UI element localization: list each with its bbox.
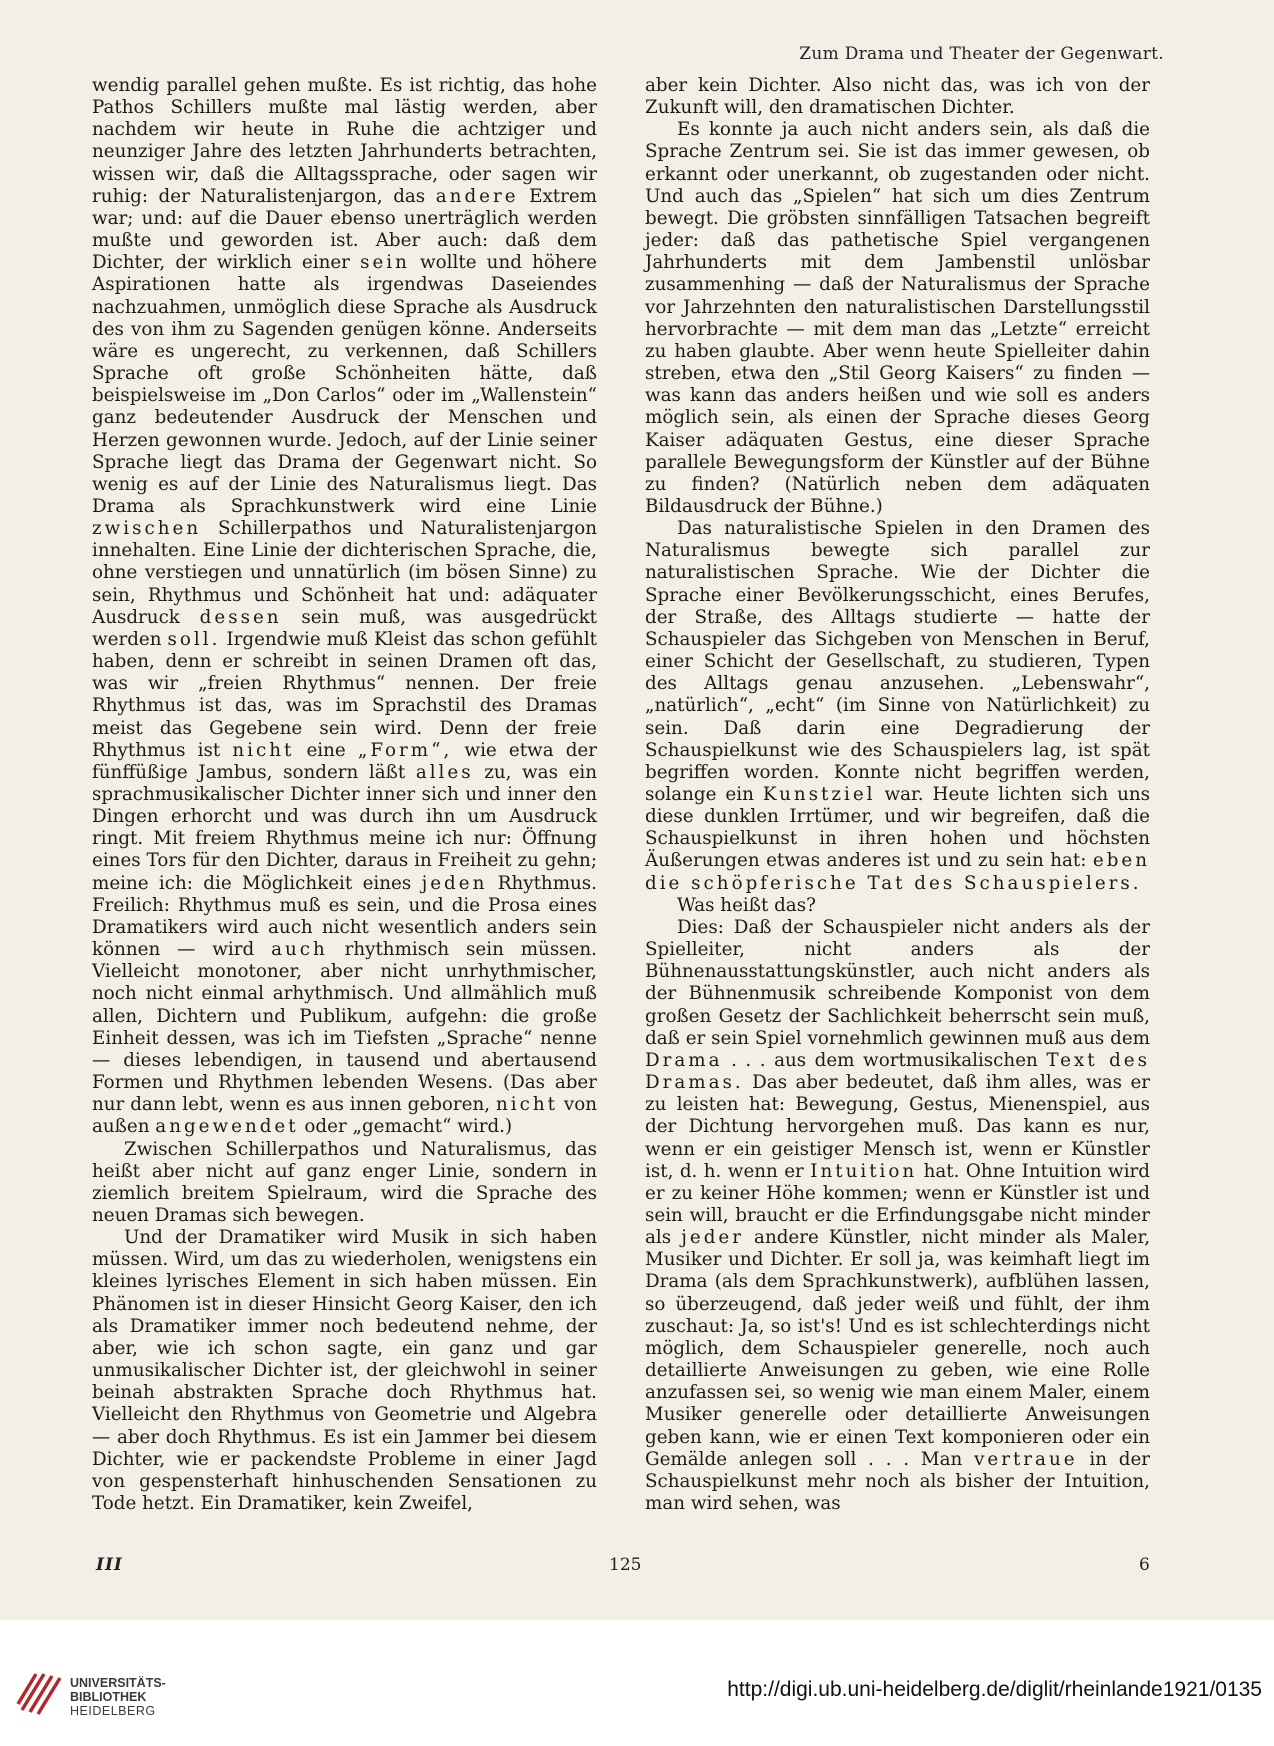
text-run: eine — [306, 739, 346, 761]
text-run: hat. Ohne Intuition wird er zu keiner Höhe kommen; wenn er Künstler ist und sein will, braucht er die Erfindungsgabe nicht minder als — [645, 1160, 1150, 1249]
paragraph: Es konnte ja auch nicht anders sein, als daß die Sprache Zentrum sei. Sie ist das immer gewesen, ob erkannt oder unerkannt, ob zugestanden oder nicht. Und auch das „Spielen“ hat sich um dies Zentrum bewegt. Die gröbsten sinnfälligen Tatsachen begreift jeder: daß das pathetische Spiel vergangenen Jahrhunderts mit dem Jambenstil unlösbar zusammenhing — daß der Naturalismus der Sprache vor Jahrzehnten den naturalistischen Darstellungsstil hervorbrachte — mit dem man das „Letzte“ erreicht zu haben glaubte. Aber wenn heute Spielleiter dahin streben, etwa den „Stil Georg Kaisers“ zu finden — was kann das anders heißen und wie soll es anders möglich sein, als einen der Sprache dieses Georg Kaiser adäquaten Gestus, eine dieser Sprache parallele Bewegungsform der Künstler auf der Bühne zu finden? (Natürlich neben dem adäquaten Bildausdruck der Bühne.) — [645, 119, 1150, 517]
spaced-text: soll. — [167, 628, 221, 650]
text-run: war. Heute lichten sich uns diese dunklen Irrtümer, und wir begreifen, daß die Schauspielkunst in ihren hohen und höchsten Äußerungen etwas anderes ist und zu sein hat: — [645, 784, 1150, 872]
spaced-text: nicht — [495, 1094, 558, 1116]
spaced-text: jeder — [681, 1227, 744, 1249]
spaced-text: eben die schöpferische Tat des Schauspielers. — [645, 850, 1150, 894]
text-run: andere Künstler, nicht minder als Maler, Musiker und Dichter. Er soll ja, was keimhaft liegt im Drama (als dem Sprachkunstwerk), aufblühen lassen, so überzeugend, daß jeder weiß und fühlt, der ihm zuschaut: Ja, so ist's! Und es ist schlechterdings nicht möglich, dem Schauspieler generelle, noch auch detaillierte Anweisungen zu geben, wie eine Rolle anzufassen sei, so wenig wie man einem Maler, einem Musiker generelle oder detaillierte Anweisungen geben kann, wie er einen Text komponieren oder ein Gemälde anlegen soll . . . Man — [645, 1227, 1151, 1470]
spaced-text: Kunstziel — [762, 784, 876, 805]
source-url-link[interactable]: http://digi.ub.uni-heidelberg.de/diglit/rheinlande1921/0135 — [727, 1678, 1262, 1701]
paragraph: Was heißt das? — [677, 894, 816, 916]
paragraph — [645, 518, 1150, 895]
text-run: oder „gemacht“ wird.) — [304, 1116, 513, 1138]
paragraph — [645, 917, 1150, 1515]
sheet-number: 6 — [1139, 1555, 1150, 1575]
spaced-text: Text des Dramas. — [645, 1049, 1150, 1094]
spaced-text: Intuition — [810, 1160, 918, 1182]
spaced-text: „Form“, — [357, 739, 453, 761]
paragraph: Und der Dramatiker wird Musik in sich haben müssen. Wird, um das zu wiederholen, wenigstens ein kleines lyrisches Element in sich haben müssen. Ein Phänomen ist in dieser Hinsicht Georg Kaiser, den ich als Dramatiker immer noch bedeutend nehme, der aber, wie ich schon sagte, ein ganz und gar unmusikalischer Dichter ist, der gleichwohl in seiner beinah abstrakten Sprache doch Rhythmus hat. Vielleicht den Rhythmus von Geometrie und Algebra — aber doch Rhythmus. Es ist ein Jammer bei diesem Dichter, wie er packendste Probleme in einer Jagd von gespensterhaft hinhuschenden Sensationen zu Tode hetzt. Ein Dramatiker, kein Zweifel, — [92, 1227, 597, 1514]
text-run: wie etwa der fünffüßige Jambus, sondern läßt — [92, 739, 597, 783]
text-run: wendig parallel gehen mußte. Es ist richtig, das hohe Pathos Schillers mußte mal lästig werden, aber nachdem wir heute in Ruhe die achtziger und neunziger Jahre des letzten Jahrhunderts betrachten, wissen wir, daß die Alltagssprache, oder sagen wir ruhig: der Naturalistenjargon, das — [92, 75, 597, 207]
text-run: Rhythmus. Freilich: Rhythmus muß es sein, und die Prosa eines Dramatikers wird auch nicht wesentlich anders sein können — wird — [92, 872, 597, 961]
text-run: Extrem war; und: auf die Dauer ebenso unerträglich werden mußte und geworden ist. Aber auch: daß dem Dichter, der wirklich einer — [92, 185, 597, 274]
running-title: Zum Drama und Theater der Gegenwart. — [799, 44, 1164, 64]
paragraph: aber kein Dichter. Also nicht das, was ich von der Zukunft will, den dramatischen Dichter. — [645, 75, 1150, 119]
page-number: 125 — [609, 1555, 642, 1575]
spaced-text: andere — [435, 185, 519, 207]
spaced-text: vertraue — [974, 1448, 1078, 1470]
spaced-text: sein — [360, 252, 410, 274]
left-column — [92, 75, 597, 1515]
text-run: Irgendwie muß Kleist das schon gefühlt haben, denn er schreibt in seinen Dramen oft das, was wir „freien Rhythmus“ nennen. Der freie Rhythmus ist das, was im Sprachstil des Dramas meist das Gegebene sein wird. Denn der freie Rhythmus ist — [92, 628, 598, 761]
spaced-text: dessen — [199, 606, 282, 628]
spaced-text: auch — [271, 939, 328, 961]
text-run: zu, was ein sprachmusikalischer Dichter inner sich und inner den Dingen erhorcht und was durch ihn um Ausdruck ringt. Mit freiem Rhythmus meine ich nur: Öffnung eines Tors für den Dichter, daraus in Freiheit zu gehn; meine ich: die Möglichkeit eines — [92, 761, 598, 894]
spaced-text: angewendet — [155, 1116, 299, 1138]
text-run: Schillerpathos und Naturalistenjargon innehalten. Eine Linie der dichterischen Sprache, die, ohne verstiegen und unnatürlich (im bösen Sinne) zu sein, Rhythmus und Schönheit hat und: adäquater Ausdruck — [92, 518, 598, 628]
right-column — [645, 75, 1150, 1515]
paragraph: Zwischen Schillerpathos und Naturalismus, das heißt aber nicht auf ganz enger Linie, sondern in ziemlich breitem Spielraum, wird die Sprache des neuen Dramas sich bewegen. — [92, 1138, 597, 1226]
library-footer — [0, 1620, 1274, 1746]
text-run: Dies: Daß der Schauspieler nicht anders als der Spielleiter, nicht anders als der Bühnenausstattungskünstler, auch nicht anders als der Bühnenmusik schreibende Komponist von dem großen Gesetz der Sachlichkeit beherrscht sein muß, daß er sein Spiel vornehmlich gewinnen muß aus dem — [645, 916, 1150, 1049]
text-run: . . . aus dem wortmusikalischen — [731, 1049, 1038, 1071]
university-library-logo-icon — [14, 1666, 66, 1718]
library-name — [70, 1676, 166, 1718]
paragraph — [92, 75, 597, 1139]
text-run: Das aber bedeutet, daß ihm alles, was er zu leisten hat: Bewegung, Gestus, Mienenspiel, aus der Dichtung hervorgehen muß. Das kann es nur, wenn er ein geistiger Mensch ist, wenn er Künstler ist, d. h. wenn er — [645, 1072, 1151, 1182]
text-run: wollte und höhere Aspirationen hatte als irgendwas Daseiendes nachzuahmen, unmöglich diese Sprache als Ausdruck des von ihm zu Sagenden genügen könne. Anderseits wäre es ungerecht, zu verkennen, daß Schillers Sprache oft große Schönheiten hätte, daß beispielsweise im „Don Carlos“ oder im „Wallenstein“ ganz bedeutender Ausdruck der Menschen und Herzen gewonnen wurde. Jedoch, auf der Linie seiner Sprache liegt das Drama der Gegenwart nicht. So wenig es auf der Linie des Naturalismus liegt. Das Drama als Sprachkunstwerk wird eine Linie — [92, 252, 597, 517]
signature-mark: III — [96, 1555, 123, 1575]
spaced-text: alles — [415, 761, 474, 783]
spaced-text: Drama — [645, 1049, 723, 1071]
text-run: von außen — [92, 1094, 598, 1138]
library-name-line: HEIDELBERG — [70, 1704, 156, 1718]
text-run: rhythmisch sein müssen. Vielleicht monotoner, aber nicht unrhythmischer, noch nicht einmal arhythmisch. Und allmählich muß allen, Dichtern und Publikum, aufgehn: die große Einheit dessen, was ich im Tiefsten „Sprache“ nenne — dieses lebendigen, in tausend und abertausend Formen und Rhythmen lebenden Wesens. (Das aber nur dann lebt, wenn es aus innen geboren, — [92, 939, 597, 1116]
spaced-text: jeden — [421, 872, 488, 894]
library-name-line: BIBLIOTHEK — [70, 1690, 147, 1704]
library-name-line: UNIVERSITÄTS- — [70, 1676, 166, 1690]
text-run: sein muß, was ausgedrückt werden — [92, 606, 597, 650]
spaced-text: zwischen — [92, 518, 202, 540]
text-run: in der Schauspielkunst mehr noch als bisher der Intuition, man wird sehen, was — [645, 1448, 1151, 1514]
spaced-text: nicht — [232, 739, 295, 761]
text-run: Das naturalistische Spielen in den Dramen des Naturalismus bewegte sich parallel zur naturalistischen Sprache. Wie der Dichter die Sprache einer Bevölkerungsschicht, eines Berufes, der Straße, des Alltags studierte — hatte der Schauspieler das Sichgeben von Menschen in Beruf, einer Schicht der Gesellschaft, zu studieren, Typen des Alltags genau anzusehen. „Lebenswahr“, „natürlich“, „echt“ (im Sinne von Natürlichkeit) zu sein. Daß darin eine Degradierung der Schauspielkunst wie des Schauspielers lag, ist spät begriffen worden. Konnte nicht begriffen werden, solange ein — [645, 518, 1150, 805]
